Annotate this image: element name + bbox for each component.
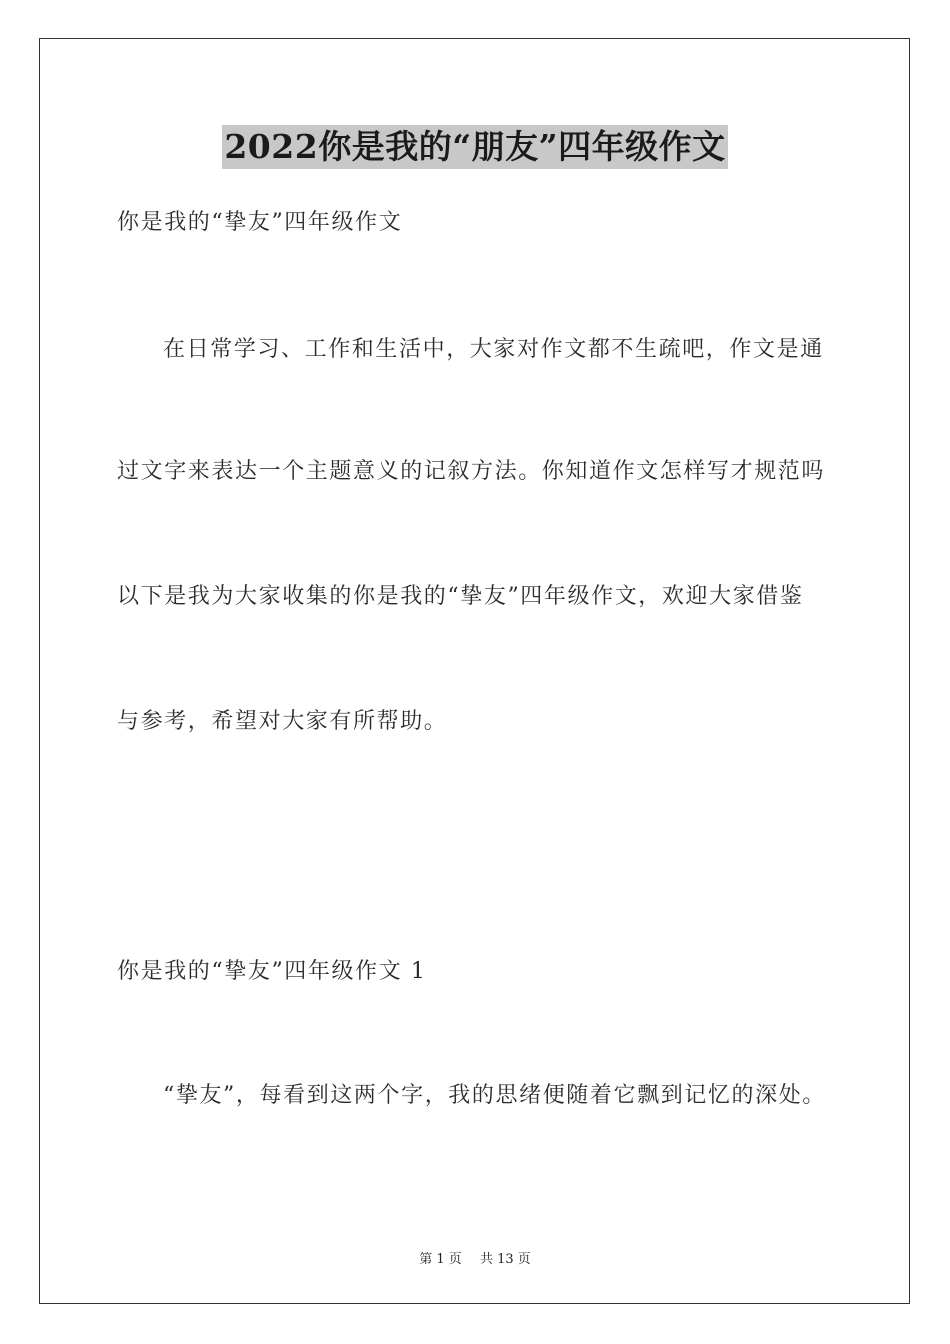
section-first-line: “挚友”，每看到这两个字，我的思绪便随着它飘到记忆的深处。	[163, 1083, 826, 1108]
page-total: 共 13 页	[479, 1252, 531, 1267]
intro-line-1: 在日常学习、工作和生活中，大家对作文都不生疏吧，作文是通	[163, 337, 824, 362]
page-number: 第 1 页	[419, 1252, 462, 1267]
page-footer	[0, 1248, 950, 1267]
title-container	[0, 125, 950, 169]
intro-line-3: 以下是我为大家收集的你是我的“挚友”四年级作文，欢迎大家借鉴	[117, 584, 804, 609]
section-heading: 你是我的“挚友”四年级作文 1	[117, 959, 427, 984]
document-title: 2022你是我的“朋友”四年级作文	[222, 125, 727, 169]
intro-line-4: 与参考，希望对大家有所帮助。	[117, 709, 448, 734]
subtitle: 你是我的“挚友”四年级作文	[117, 210, 403, 235]
intro-line-2: 过文字来表达一个主题意义的记叙方法。你知道作文怎样写才规范吗	[117, 459, 826, 484]
